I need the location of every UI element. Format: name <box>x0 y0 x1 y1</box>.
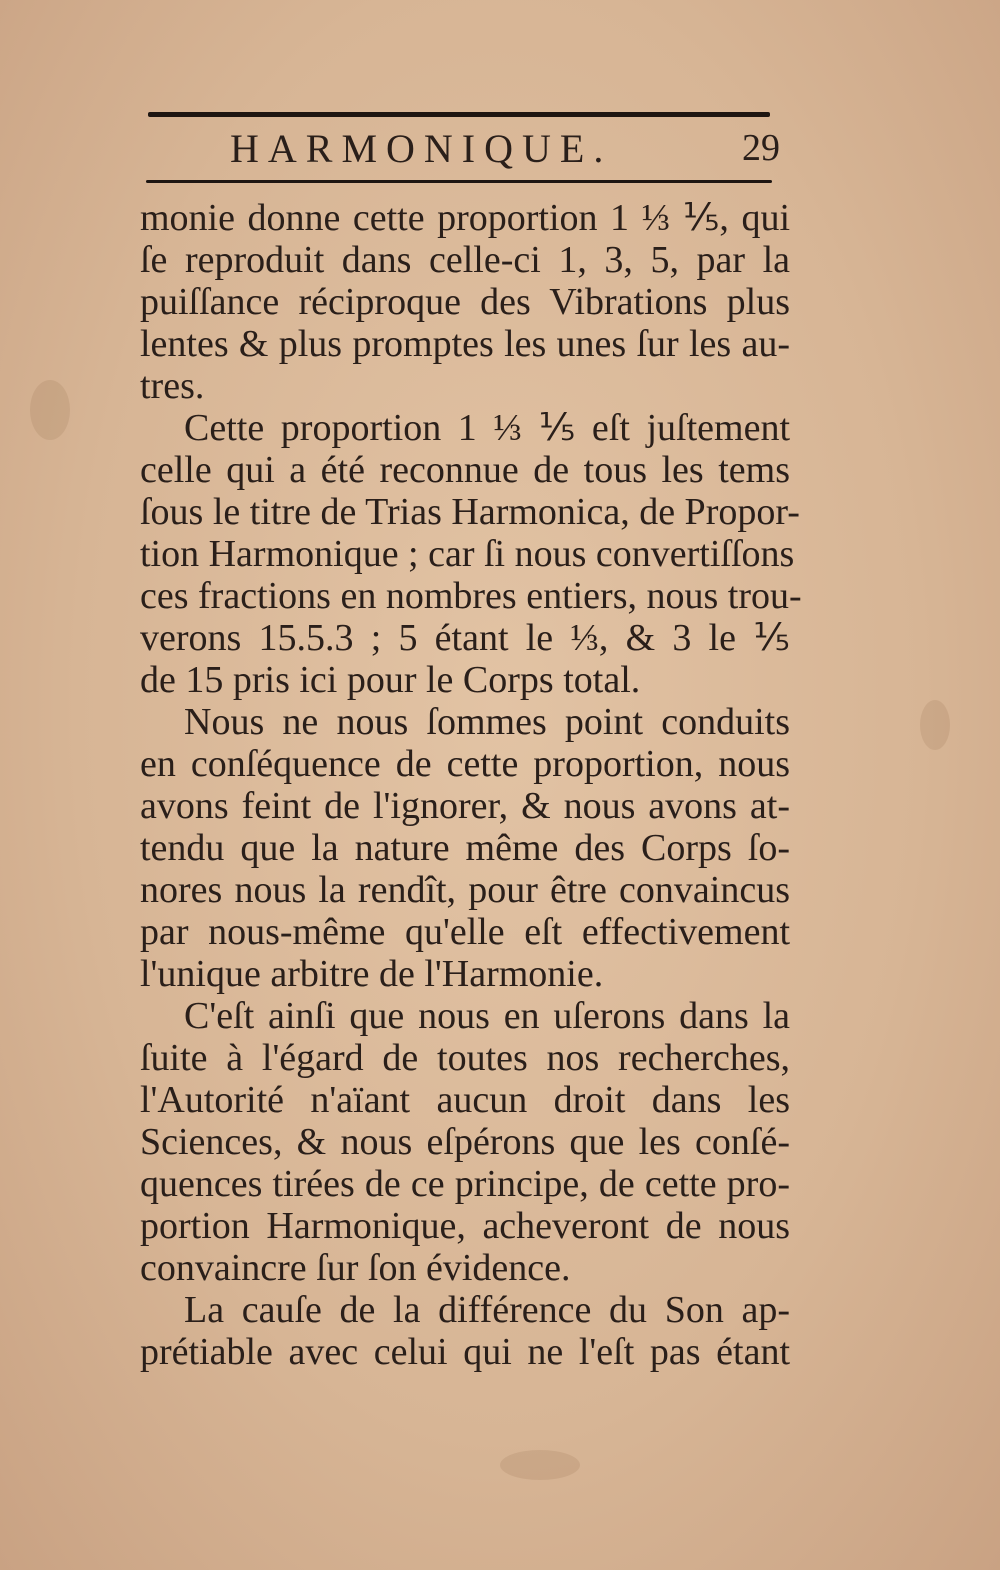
paper-stain <box>920 700 950 750</box>
paper-stain <box>500 1450 580 1480</box>
header-rule-bottom <box>146 180 772 183</box>
text-line: de 15 pris ici pour le Corps total. <box>140 659 641 701</box>
paper-stain <box>30 380 70 440</box>
running-head-title: HARMONIQUE. <box>230 125 613 171</box>
header-rule-top <box>148 112 770 117</box>
text-line: verons 15.5.3 ; 5 étant le ⅓, & 3 le ⅕ <box>140 617 790 659</box>
text-line: tion Harmonique ; car ſi nous convertiſſons <box>140 533 795 575</box>
running-head <box>230 120 790 176</box>
text-line: par nous-même qu'elle eſt effectivement <box>140 911 790 953</box>
text-line: La cauſe de la différence du Son ap- <box>184 1289 790 1331</box>
text-line: convaincre ſur ſon évidence. <box>140 1247 571 1289</box>
body-text <box>140 190 802 1373</box>
text-line: en conſéquence de cette proportion, nous <box>140 743 790 785</box>
text-line: l'unique arbitre de l'Harmonie. <box>140 953 604 995</box>
text-line: celle qui a été reconnue de tous les tems <box>140 449 790 491</box>
text-line: ſe reproduit dans celle-ci 1, 3, 5, par la <box>140 239 790 281</box>
text-line: prétiable avec celui qui ne l'eſt pas étant <box>140 1331 790 1373</box>
text-line: quences tirées de ce principe, de cette pro- <box>140 1163 790 1205</box>
text-line: Nous ne nous ſommes point conduits <box>184 701 790 743</box>
text-line: puiſſance réciproque des Vibrations plus <box>140 281 790 323</box>
text-line: C'eſt ainſi que nous en uſerons dans la <box>184 995 790 1037</box>
text-line: Cette proportion 1 ⅓ ⅕ eſt juſtement <box>184 407 790 449</box>
text-line: tres. <box>140 365 205 407</box>
text-line: portion Harmonique, acheveront de nous <box>140 1205 790 1247</box>
page-number: 29 <box>742 127 780 169</box>
text-line: tendu que la nature même des Corps ſo- <box>140 827 790 869</box>
text-line: lentes & plus promptes les unes ſur les au- <box>140 323 790 365</box>
text-line: ces fractions en nombres entiers, nous trou- <box>140 575 802 617</box>
text-line: ſous le titre de Trias Harmonica, de Propor- <box>140 491 800 533</box>
text-line: avons feint de l'ignorer, & nous avons at- <box>140 785 790 827</box>
text-line: nores nous la rendît, pour être convaincus <box>140 869 790 911</box>
text-line: Sciences, & nous eſpérons que les conſé- <box>140 1121 790 1163</box>
text-line: l'Autorité n'aïant aucun droit dans les <box>140 1079 790 1121</box>
text-line: monie donne cette proportion 1 ⅓ ⅕, qui <box>140 197 790 239</box>
text-line: ſuite à l'égard de toutes nos recherches, <box>140 1037 790 1079</box>
